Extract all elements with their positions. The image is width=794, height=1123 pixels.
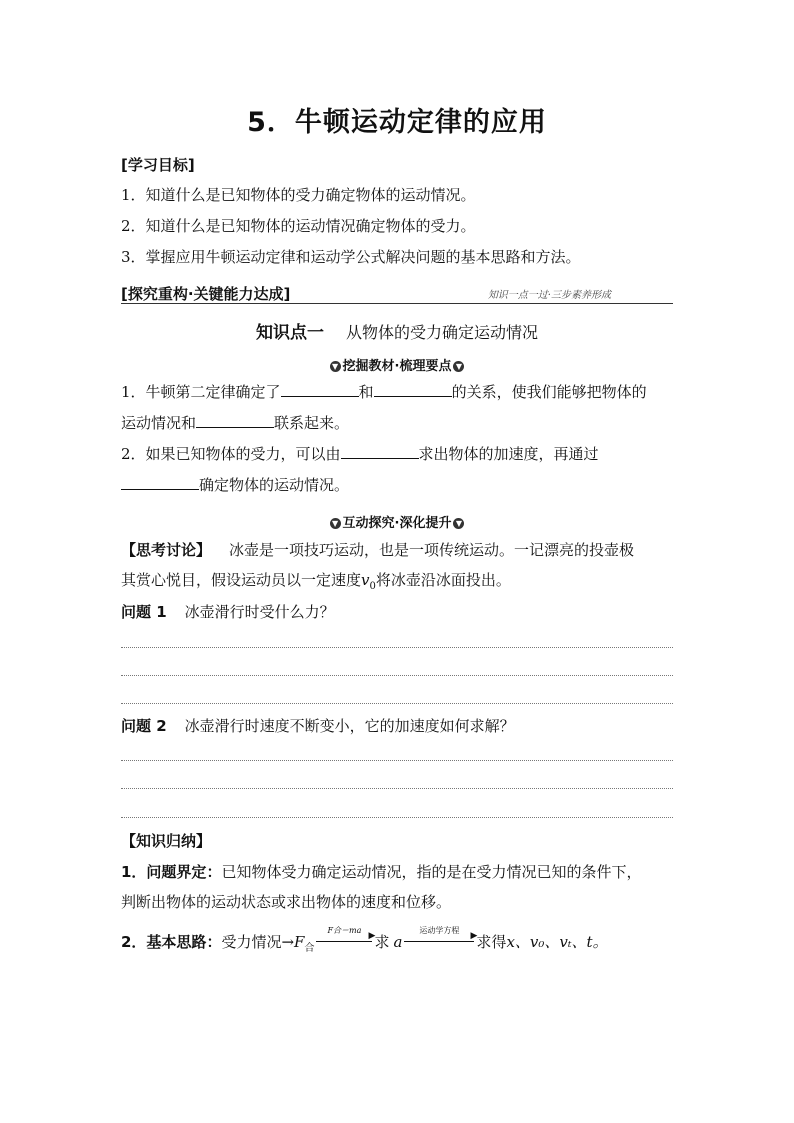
banner-left: [探究重构·关键能力达成] [121,285,291,303]
subhead-interactive [0,512,794,531]
down-arrow-icon: ▼ [330,518,341,529]
fill-question-2-line1: 2．如果已知物体的受力，可以由 求出物体的加速度，再通过 [121,445,599,463]
goal-item-1: 1．知道什么是已知物体的受力确定物体的运动情况。 [121,186,476,204]
answer-line[interactable] [121,647,673,648]
fill-question-1-line2: 运动情况和 联系起来。 [121,414,350,432]
banner-right: 知识一点一过·三步素养形成 [487,290,611,301]
answer-blank[interactable] [121,475,199,490]
answer-line[interactable] [121,760,673,761]
discussion-line2: 其赏心悦目，假设运动员以一定速度$v_0$将冰壶沿冰面投出。 [121,571,511,592]
fill-question-1-line1: 1．牛顿第二定律确定了 和 的关系，使我们能够把物体的 [121,383,647,401]
knowledge-point-text: 从物体的受力确定运动情况 [345,323,538,342]
fill-question-2-line2: 确定物体的运动情况。 [121,475,681,495]
subhead-textbook [0,355,794,374]
answer-line[interactable] [121,675,673,676]
goal-item-2: 2．知道什么是已知物体的运动情况确定物体的受力。 [121,217,476,235]
answer-blank[interactable] [281,382,359,397]
page-title: 5．牛顿运动定律的应用 [247,107,547,138]
subhead-textbook-label: 挖掘教材·梳理要点 [342,359,452,374]
arrow-icon: 运动学方程 ▶ [404,929,474,947]
knowledge-point-heading [0,318,794,343]
answer-blank[interactable] [374,382,452,397]
section-banner [121,283,673,304]
subhead-interactive-label: 互动探究·深化提升 [342,516,452,531]
answer-line[interactable] [121,703,673,704]
answer-blank[interactable] [196,413,274,428]
summary-point-1-line2: 判断出物体的运动状态或求出物体的速度和位移。 [121,893,452,911]
down-arrow-icon: ▼ [330,361,341,372]
goal-item-3: 3．掌握应用牛顿运动定律和运动学公式解决问题的基本思路和方法。 [121,248,581,266]
discussion-line1: 【思考讨论】 冰壶是一项技巧运动，也是一项传统运动。一记漂亮的投壶极 [121,541,635,559]
question-2: 问题 2 冰壶滑行时速度不断变小，它的加速度如何求解？ [121,717,515,735]
answer-line[interactable] [121,817,673,818]
knowledge-point-label: 知识点一 [255,323,324,343]
answer-blank[interactable] [341,444,419,459]
summary-point-1-line1: 1．问题界定：已知物体受力确定运动情况，指的是在受力情况已知的条件下， [121,863,642,881]
summary-point-2: 2．基本思路：受力情况$\to F_合$ F合＝ma ▶ 求 a 运动学方程 ▶ 求得x、v₀、vₜ、t。 [121,926,608,954]
summary-heading: 【知识归纳】 [121,832,212,850]
arrow-icon: F合＝ma ▶ [316,929,372,947]
answer-line[interactable] [121,788,673,789]
down-arrow-icon: ▼ [453,518,464,529]
goals-heading: [学习目标] [121,156,195,174]
down-arrow-icon: ▼ [453,361,464,372]
question-1: 问题 1 冰壶滑行时受什么力？ [121,603,335,621]
